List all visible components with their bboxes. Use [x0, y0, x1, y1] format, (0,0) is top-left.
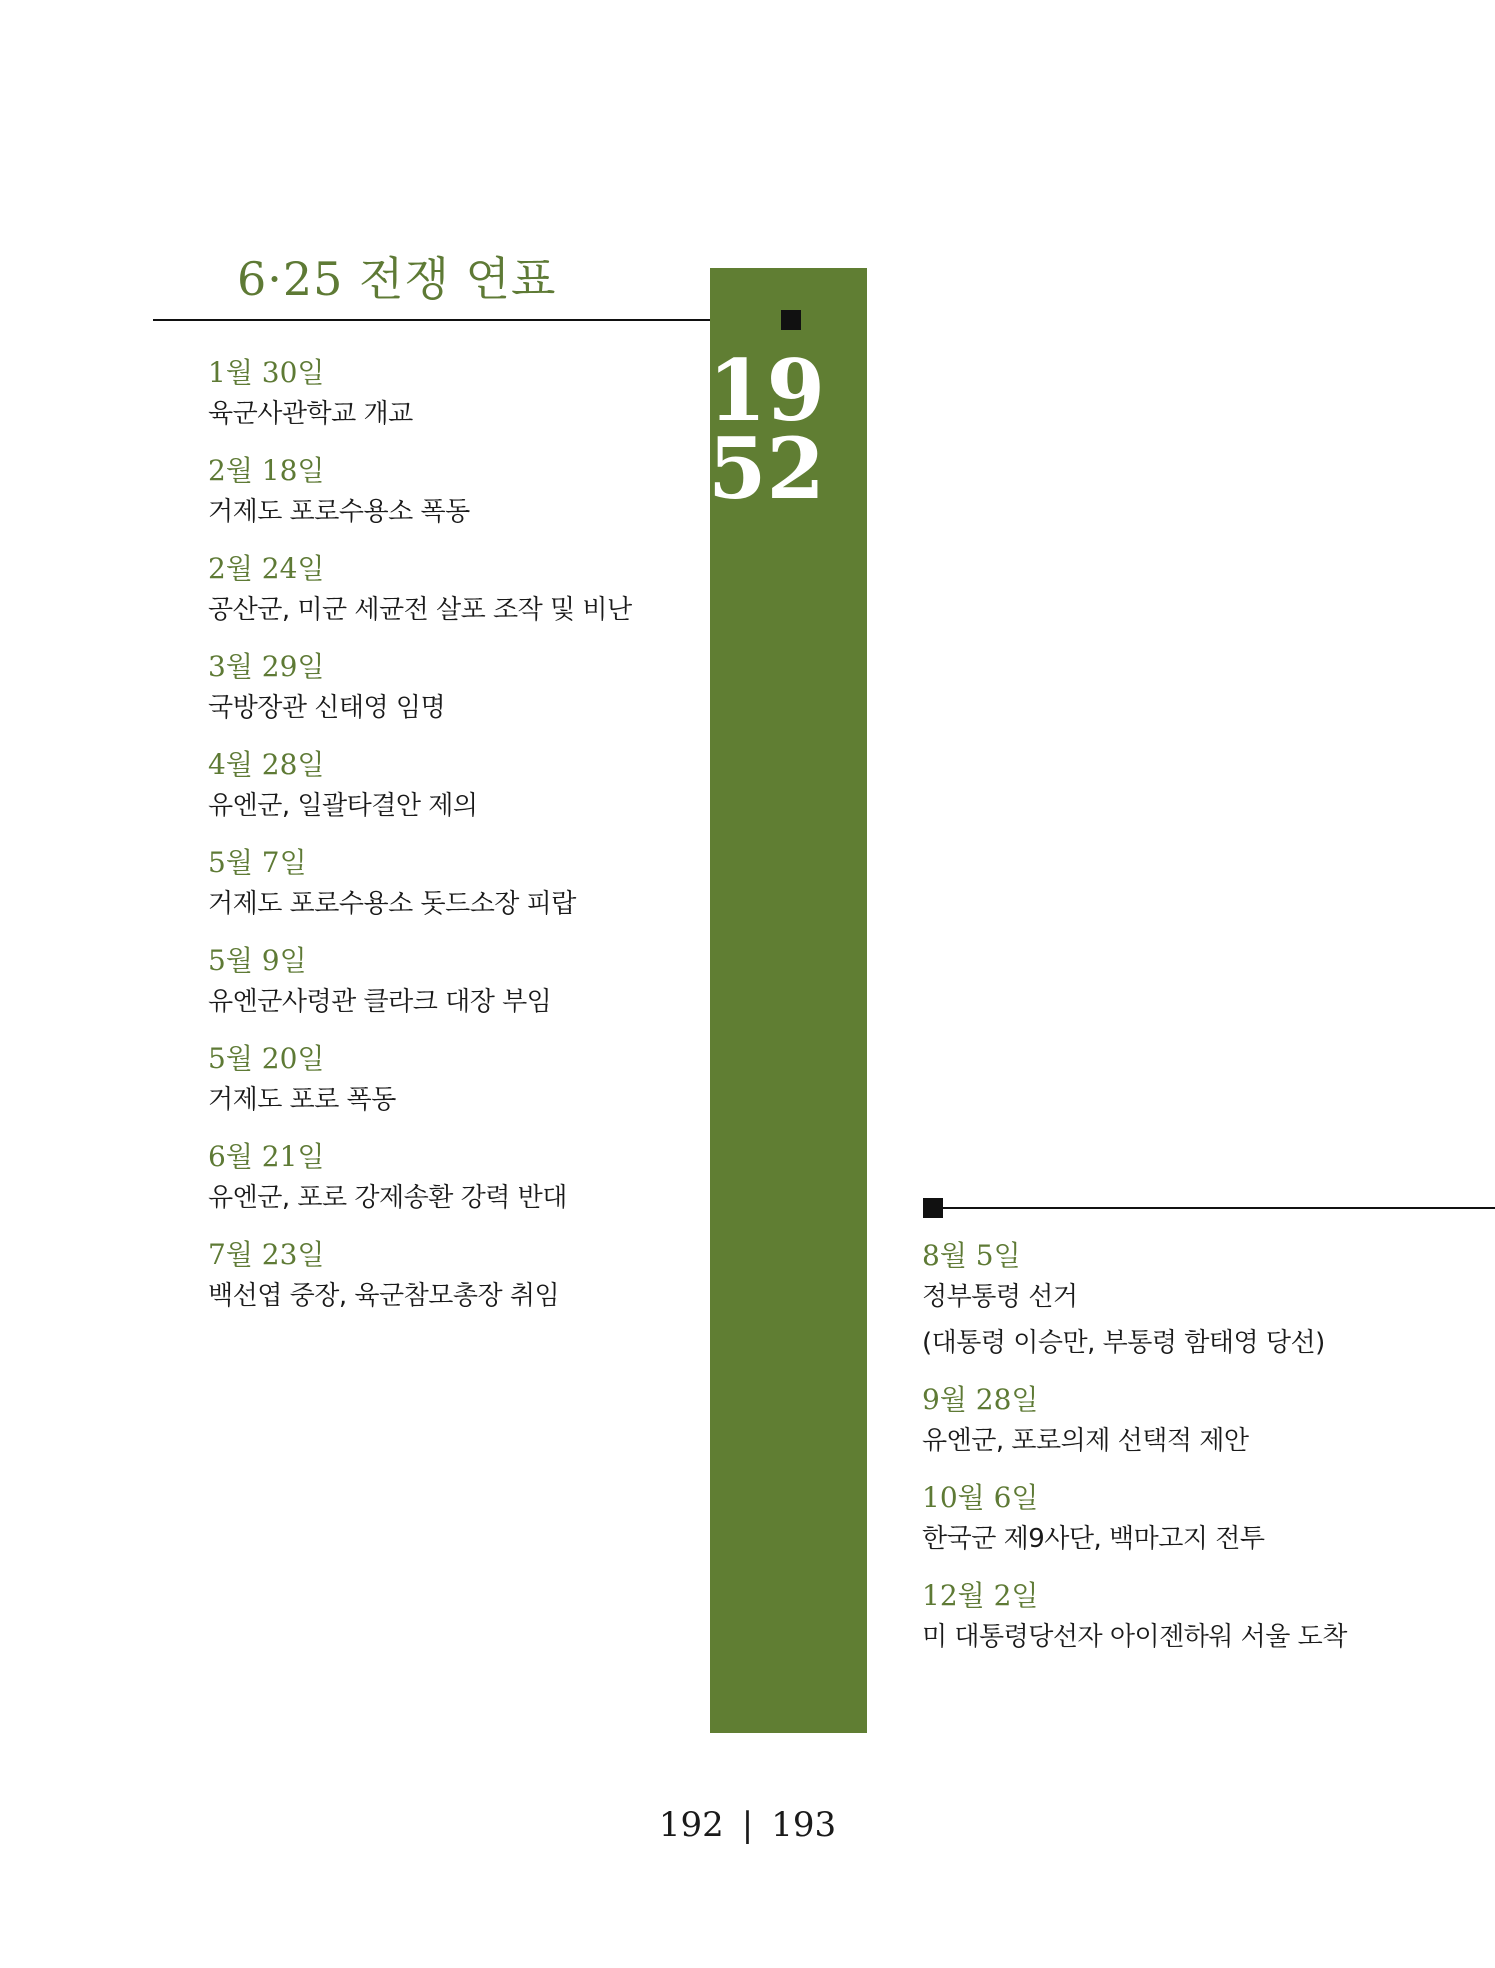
entry-date: 10월 6일 [922, 1481, 1039, 1514]
timeline-entry [208, 647, 708, 729]
timeline-entry [208, 1137, 708, 1219]
timeline-entry [208, 1039, 708, 1121]
entry-date: 9월 28일 [922, 1383, 1039, 1416]
entry-text: 유엔군, 일괄타결안 제의 [208, 791, 478, 821]
entry-text: 유엔군, 포로의제 선택적 제안 [922, 1426, 1249, 1456]
entry-date: 12월 2일 [922, 1579, 1039, 1612]
entry-date: 8월 5일 [922, 1239, 1021, 1272]
entry-date: 1월 30일 [208, 356, 325, 389]
entry-text: 유엔군사령관 클라크 대장 부임 [208, 987, 552, 1017]
entry-text: 정부통령 선거 [922, 1282, 1078, 1312]
timeline-entry [208, 745, 708, 827]
entry-text: 거제도 포로수용소 돗드소장 피랍 [208, 889, 576, 919]
page-numbers [0, 1805, 1495, 1845]
entry-text-detail: (대통령 이승만, 부통령 함태영 당선) [922, 1328, 1325, 1358]
entry-text: 육군사관학교 개교 [208, 399, 413, 429]
year-bottom: 52 [708, 419, 825, 518]
timeline-entry [208, 941, 708, 1023]
year-top: 19 [708, 341, 825, 440]
entry-date: 2월 24일 [208, 552, 325, 585]
entry-text: 한국군 제9사단, 백마고지 전투 [922, 1524, 1265, 1554]
page-number-separator: | [741, 1805, 754, 1845]
entry-text: 공산군, 미군 세균전 살포 조작 및 비난 [208, 595, 632, 625]
timeline-entry [208, 1235, 708, 1317]
entry-text: 거제도 포로수용소 폭동 [208, 497, 470, 527]
timeline-entry [922, 1576, 1482, 1658]
timeline-right [922, 1236, 1482, 1674]
page-title: 6·25 전쟁 연표 [237, 252, 557, 306]
entry-date: 6월 21일 [208, 1140, 325, 1173]
timeline-entry [208, 451, 708, 533]
timeline-left [208, 353, 708, 1333]
timeline-entry [922, 1380, 1482, 1462]
header-rule [153, 319, 790, 321]
entry-date: 7월 23일 [208, 1238, 325, 1271]
entry-text: 거제도 포로 폭동 [208, 1085, 396, 1115]
entry-date: 4월 28일 [208, 748, 325, 781]
entry-text: 백선엽 중장, 육군참모총장 취임 [208, 1281, 560, 1311]
timeline-entry [922, 1236, 1482, 1364]
entry-date: 2월 18일 [208, 454, 325, 487]
entry-date: 5월 9일 [208, 944, 307, 977]
entry-date: 5월 20일 [208, 1042, 325, 1075]
section-rule [935, 1207, 1495, 1209]
rule-marker-left [781, 310, 801, 330]
page-number-left: 192 [658, 1805, 724, 1845]
timeline-entry [208, 549, 708, 631]
entry-date: 3월 29일 [208, 650, 325, 683]
page-number-right: 193 [771, 1805, 837, 1845]
timeline-entry [208, 353, 708, 435]
entry-text: 국방장관 신태영 임명 [208, 693, 446, 723]
entry-text: 미 대통령당선자 아이젠하워 서울 도착 [922, 1622, 1347, 1652]
timeline-entry [208, 843, 708, 925]
entry-text: 유엔군, 포로 강제송환 강력 반대 [208, 1183, 567, 1213]
year-label [708, 341, 825, 518]
timeline-entry [922, 1478, 1482, 1560]
entry-date: 5월 7일 [208, 846, 307, 879]
